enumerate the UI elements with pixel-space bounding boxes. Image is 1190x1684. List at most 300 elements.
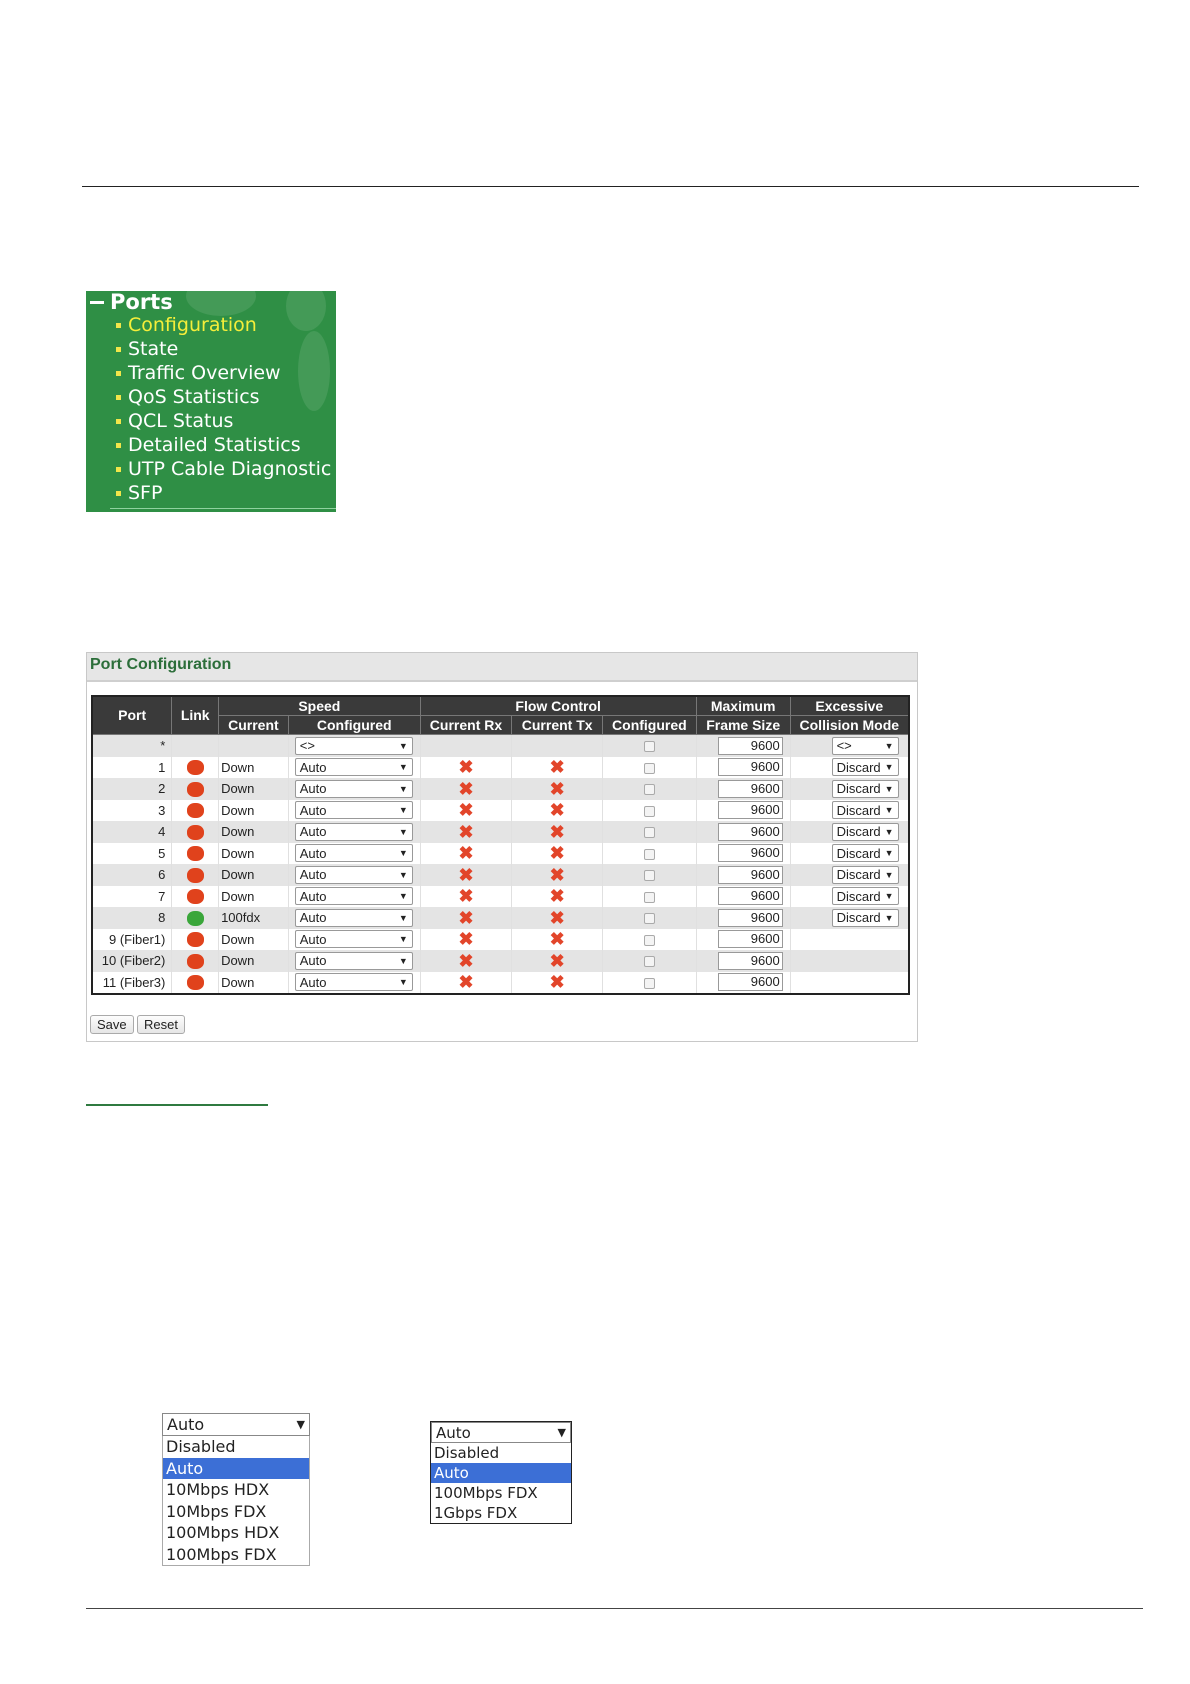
port-cell: 10 (Fiber2) (92, 950, 172, 972)
copper-speed-dropdown[interactable] (162, 1413, 310, 1566)
menu-item-label: UTP Cable Diagnostic (128, 458, 332, 480)
flow-control-checkbox[interactable] (644, 892, 655, 903)
port-cell: 6 (92, 864, 172, 886)
dropdown-arrow-icon: ▼ (398, 955, 408, 966)
collision-all-select[interactable] (832, 737, 899, 755)
link-down-icon (187, 954, 204, 969)
collision-cell (790, 886, 909, 908)
collision-cell (790, 757, 909, 779)
flow-off-x-icon: ✖ (458, 886, 474, 907)
fc-cell (603, 950, 697, 972)
frame-size-input[interactable]: 9600 (718, 909, 783, 927)
panel-header (87, 653, 917, 682)
collision-mode-select[interactable] (832, 909, 899, 927)
select-value: Auto (299, 974, 327, 990)
menu-item-label: State (128, 338, 179, 360)
collision-cell (790, 950, 909, 972)
frame-cell (696, 778, 790, 800)
menu-item-label: QCL Status (128, 410, 234, 432)
port-cell: * (92, 735, 172, 757)
speed-cell (288, 735, 420, 757)
port-cell: 2 (92, 778, 172, 800)
flow-off-x-icon: ✖ (458, 929, 474, 950)
header-fc-configured: Configured (603, 716, 697, 735)
dropdown-option[interactable]: 10Mbps HDX (166, 1480, 270, 1499)
header-flow-control: Flow Control (420, 696, 696, 716)
collision-cell (790, 735, 909, 757)
frame-size-input[interactable]: 9600 (718, 930, 783, 948)
tx-cell (512, 735, 603, 757)
fc-cell (603, 778, 697, 800)
frame-cell (696, 843, 790, 865)
frame-size-input[interactable]: 9600 (718, 844, 783, 862)
fc-cell (603, 972, 697, 995)
table-row (92, 864, 909, 886)
frame-size-input[interactable]: 9600 (718, 823, 783, 841)
speed-select[interactable] (295, 866, 413, 884)
tx-cell (512, 821, 603, 843)
frame-cell (696, 800, 790, 822)
current-speed-cell: Down (219, 972, 289, 995)
select-value: Discard (836, 888, 881, 904)
collision-mode-select[interactable] (832, 780, 899, 798)
current-speed-cell: Down (219, 864, 289, 886)
header-current-tx: Current Tx (512, 716, 603, 735)
table-row (92, 821, 909, 843)
flow-control-checkbox[interactable] (644, 763, 655, 774)
header-port: Port (92, 696, 172, 735)
table-row (92, 886, 909, 908)
flow-off-x-icon: ✖ (549, 757, 565, 778)
collision-cell (790, 907, 909, 929)
speed-select[interactable] (295, 780, 413, 798)
ports-menu-header[interactable] (90, 291, 173, 313)
ports-menu-list (116, 313, 331, 505)
dropdown-option[interactable]: 100Mbps HDX (166, 1523, 280, 1542)
select-value: Discard (836, 781, 881, 797)
link-down-icon (187, 846, 204, 861)
port-cell: 9 (Fiber1) (92, 929, 172, 951)
table-row (92, 757, 909, 779)
dropdown-head[interactable] (162, 1413, 310, 1436)
menu-item-sfp[interactable] (116, 481, 331, 505)
menu-item-traffic-overview[interactable] (116, 361, 331, 385)
flow-off-x-icon: ✖ (549, 800, 565, 821)
flow-off-x-icon: ✖ (549, 886, 565, 907)
link-down-icon (187, 868, 204, 883)
dropdown-arrow-icon: ▼ (398, 891, 408, 902)
fc-cell (603, 864, 697, 886)
select-value: Auto (299, 802, 327, 818)
port-config-table (91, 695, 910, 995)
flow-off-x-icon: ✖ (458, 950, 474, 971)
dropdown-arrow-icon: ▼ (296, 1418, 305, 1431)
fc-cell (603, 886, 697, 908)
dropdown-option[interactable]: 10Mbps FDX (166, 1501, 267, 1521)
flow-off-x-icon: ✖ (458, 843, 474, 864)
link-down-icon (187, 782, 204, 797)
speed-cell (288, 821, 420, 843)
menu-item-configuration[interactable] (116, 313, 331, 337)
speed-select[interactable] (295, 930, 413, 948)
fc-cell (603, 929, 697, 951)
select-value: Auto (299, 845, 327, 861)
select-value: <> (299, 738, 315, 754)
speed-select[interactable] (295, 973, 413, 991)
frame-cell (696, 907, 790, 929)
save-button[interactable]: Save (90, 1015, 134, 1034)
bullet-icon (116, 371, 121, 376)
fc-cell (603, 800, 697, 822)
collision-cell (790, 800, 909, 822)
menu-item-label: SFP (128, 482, 163, 504)
fc-cell (603, 843, 697, 865)
fc-cell (603, 821, 697, 843)
speed-cell (288, 886, 420, 908)
flow-off-x-icon: ✖ (458, 864, 474, 885)
frame-size-input[interactable]: 9600 (718, 758, 783, 776)
speed-select[interactable] (295, 823, 413, 841)
rx-cell (420, 929, 512, 951)
dropdown-option[interactable]: Disabled (166, 1437, 236, 1456)
collision-cell (790, 929, 909, 951)
header-link: Link (172, 696, 219, 735)
flow-off-x-icon: ✖ (458, 800, 474, 821)
select-value: Auto (299, 953, 327, 969)
flow-control-checkbox[interactable] (644, 870, 655, 881)
flow-off-x-icon: ✖ (458, 972, 474, 993)
fc-cell (603, 907, 697, 929)
bullet-icon (116, 395, 121, 400)
tx-cell (512, 972, 603, 995)
speed-cell (288, 864, 420, 886)
rx-cell (420, 800, 512, 822)
current-speed-cell: Down (219, 800, 289, 822)
panel-title: Port Configuration (90, 656, 232, 673)
speed-cell (288, 843, 420, 865)
bullet-icon (116, 443, 121, 448)
tx-cell (512, 778, 603, 800)
bullet-icon (116, 347, 121, 352)
dropdown-arrow-icon: ▼ (557, 1426, 566, 1439)
flow-off-x-icon: ✖ (458, 757, 474, 778)
dropdown-option[interactable]: Disabled (434, 1444, 500, 1462)
frame-size-input[interactable]: 9600 (718, 866, 783, 884)
frame-size-all-input[interactable]: 9600 (718, 737, 783, 755)
flow-off-x-icon: ✖ (549, 972, 565, 993)
dropdown-arrow-icon: ▼ (398, 783, 408, 794)
link-cell (172, 907, 219, 929)
port-config-rows (92, 735, 909, 995)
dropdown-arrow-icon: ▼ (884, 762, 894, 773)
select-value: Discard (836, 910, 881, 926)
dropdown-selected: Auto (436, 1423, 471, 1442)
link-down-icon (187, 825, 204, 840)
current-speed-cell: Down (219, 757, 289, 779)
flow-off-x-icon: ✖ (549, 821, 565, 842)
flow-off-x-icon: ✖ (549, 843, 565, 864)
rx-cell (420, 950, 512, 972)
dropdown-selected: Auto (167, 1415, 205, 1434)
rx-cell (420, 778, 512, 800)
rx-cell (420, 821, 512, 843)
tx-cell (512, 950, 603, 972)
current-speed-cell: Down (219, 778, 289, 800)
bottom-divider (86, 1608, 1143, 1609)
collision-mode-select[interactable] (832, 823, 899, 841)
table-row (92, 843, 909, 865)
flow-off-x-icon: ✖ (458, 821, 474, 842)
header-max-frame: Maximum (696, 696, 790, 716)
table-row-all (92, 735, 909, 757)
speed-cell (288, 907, 420, 929)
header-speed-current: Current (219, 716, 289, 735)
frame-size-input[interactable]: 9600 (718, 780, 783, 798)
collision-cell (790, 843, 909, 865)
tx-cell (512, 886, 603, 908)
menu-item-utp-cable-diagnostic[interactable] (116, 457, 331, 481)
flow-control-all-checkbox[interactable] (644, 741, 655, 752)
menu-item-qcl-status[interactable] (116, 409, 331, 433)
table-row (92, 907, 909, 929)
link-down-icon (187, 975, 204, 990)
select-value: <> (836, 738, 852, 754)
bullet-icon (116, 323, 121, 328)
bullet-icon (116, 491, 121, 496)
frame-cell (696, 864, 790, 886)
dropdown-option[interactable]: 1Gbps FDX (434, 1504, 518, 1522)
collision-cell (790, 821, 909, 843)
dropdown-arrow-icon: ▼ (398, 934, 408, 945)
tx-cell (512, 929, 603, 951)
dropdown-arrow-icon: ▼ (884, 891, 894, 902)
menu-item-label: Traffic Overview (128, 362, 281, 384)
dropdown-head[interactable] (431, 1422, 571, 1443)
flow-off-x-icon: ✖ (549, 950, 565, 971)
frame-size-input[interactable]: 9600 (718, 952, 783, 970)
dropdown-options (431, 1443, 571, 1523)
select-value: Discard (836, 759, 881, 775)
speed-select[interactable] (295, 844, 413, 862)
flow-off-x-icon: ✖ (549, 864, 565, 885)
frame-cell (696, 886, 790, 908)
frame-cell (696, 735, 790, 757)
table-row (92, 950, 909, 972)
flow-control-checkbox[interactable] (644, 806, 655, 817)
link-cell (172, 864, 219, 886)
flow-control-checkbox[interactable] (644, 956, 655, 967)
select-value: Auto (299, 781, 327, 797)
port-cell: 5 (92, 843, 172, 865)
link-cell (172, 972, 219, 995)
current-speed-cell: 100fdx (219, 907, 289, 929)
speed-cell (288, 929, 420, 951)
current-speed-cell: Down (219, 886, 289, 908)
collision-mode-select[interactable] (832, 887, 899, 905)
select-value: Auto (299, 867, 327, 883)
current-speed-cell: Down (219, 843, 289, 865)
link-cell (172, 757, 219, 779)
fiber-speed-dropdown[interactable] (430, 1421, 572, 1524)
flow-control-checkbox[interactable] (644, 978, 655, 989)
menu-item-qos-statistics[interactable] (116, 385, 331, 409)
flow-control-checkbox[interactable] (644, 784, 655, 795)
dropdown-arrow-icon: ▼ (884, 805, 894, 816)
collision-cell (790, 972, 909, 995)
speed-select[interactable] (295, 801, 413, 819)
table-row (92, 929, 909, 951)
dropdown-arrow-icon: ▼ (398, 869, 408, 880)
dropdown-options (162, 1436, 310, 1566)
speed-select[interactable] (295, 952, 413, 970)
table-row (92, 800, 909, 822)
frame-cell (696, 950, 790, 972)
collision-mode-select[interactable] (832, 758, 899, 776)
link-cell (172, 929, 219, 951)
link-up-icon (187, 911, 204, 926)
flow-off-x-icon: ✖ (458, 907, 474, 928)
table-row (92, 778, 909, 800)
dropdown-arrow-icon: ▼ (884, 912, 894, 923)
speed-cell (288, 778, 420, 800)
dropdown-arrow-icon: ▼ (398, 762, 408, 773)
flow-off-x-icon: ✖ (549, 929, 565, 950)
header-speed-configured: Configured (288, 716, 420, 735)
select-value: Auto (299, 910, 327, 926)
flow-control-checkbox[interactable] (644, 849, 655, 860)
current-speed-cell: Down (219, 950, 289, 972)
tx-cell (512, 843, 603, 865)
menu-item-state[interactable] (116, 337, 331, 361)
speed-select[interactable] (295, 887, 413, 905)
speed-cell (288, 757, 420, 779)
dropdown-option[interactable]: 100Mbps FDX (166, 1544, 277, 1564)
link-down-icon (187, 932, 204, 947)
select-value: Auto (299, 888, 327, 904)
header-collision-mode: Collision Mode (790, 716, 909, 735)
speed-select[interactable] (295, 909, 413, 927)
dropdown-arrow-icon: ▼ (884, 869, 894, 880)
collision-mode-select[interactable] (832, 844, 899, 862)
flow-control-checkbox[interactable] (644, 935, 655, 946)
menu-item-label: QoS Statistics (128, 386, 260, 408)
header-speed: Speed (219, 696, 421, 716)
rx-cell (420, 972, 512, 995)
menu-item-label: Detailed Statistics (128, 434, 301, 456)
speed-select[interactable] (295, 758, 413, 776)
port-cell: 7 (92, 886, 172, 908)
menu-divider (110, 508, 336, 509)
speed-all-select[interactable] (295, 737, 413, 755)
flow-off-x-icon: ✖ (458, 778, 474, 799)
dropdown-option[interactable]: Auto (163, 1458, 309, 1480)
current-speed-cell: Down (219, 821, 289, 843)
tx-cell (512, 907, 603, 929)
frame-size-input[interactable]: 9600 (718, 887, 783, 905)
link-down-icon (187, 760, 204, 775)
link-underline (86, 1104, 268, 1106)
dropdown-option[interactable]: Auto (431, 1463, 571, 1483)
tx-cell (512, 757, 603, 779)
rx-cell (420, 864, 512, 886)
ports-menu-title: Ports (110, 291, 173, 314)
header-current-rx: Current Rx (420, 716, 512, 735)
reset-button[interactable]: Reset (137, 1015, 185, 1034)
select-value: Discard (836, 824, 881, 840)
frame-size-input[interactable]: 9600 (718, 973, 783, 991)
current-speed-cell: Down (219, 929, 289, 951)
port-configuration-panel (86, 652, 918, 1042)
frame-size-input[interactable]: 9600 (718, 801, 783, 819)
dropdown-arrow-icon: ▼ (884, 740, 894, 751)
port-cell: 11 (Fiber3) (92, 972, 172, 995)
rx-cell (420, 735, 512, 757)
port-cell: 3 (92, 800, 172, 822)
select-value: Auto (299, 759, 327, 775)
speed-cell (288, 972, 420, 995)
table-row (92, 972, 909, 995)
link-down-icon (187, 889, 204, 904)
menu-item-detailed-statistics[interactable] (116, 433, 331, 457)
dropdown-arrow-icon: ▼ (884, 826, 894, 837)
port-cell: 8 (92, 907, 172, 929)
current-cell (219, 735, 289, 757)
link-down-icon (187, 803, 204, 818)
dropdown-arrow-icon: ▼ (398, 912, 408, 923)
rx-cell (420, 907, 512, 929)
frame-cell (696, 821, 790, 843)
flow-control-checkbox[interactable] (644, 913, 655, 924)
collision-cell (790, 864, 909, 886)
flow-off-x-icon: ✖ (549, 907, 565, 928)
select-value: Discard (836, 867, 881, 883)
dropdown-arrow-icon: ▼ (398, 848, 408, 859)
dropdown-arrow-icon: ▼ (398, 826, 408, 837)
bullet-icon (116, 467, 121, 472)
frame-cell (696, 972, 790, 995)
dropdown-arrow-icon: ▼ (398, 740, 408, 751)
rx-cell (420, 886, 512, 908)
collapse-minus-icon (90, 301, 104, 304)
dropdown-option[interactable]: 100Mbps FDX (434, 1484, 538, 1502)
select-value: Discard (836, 845, 881, 861)
link-cell (172, 950, 219, 972)
frame-cell (696, 929, 790, 951)
port-cell: 4 (92, 821, 172, 843)
select-value: Auto (299, 824, 327, 840)
link-cell (172, 821, 219, 843)
link-cell (172, 886, 219, 908)
speed-cell (288, 800, 420, 822)
collision-mode-select[interactable] (832, 866, 899, 884)
port-cell: 1 (92, 757, 172, 779)
tx-cell (512, 864, 603, 886)
header-excessive: Excessive (790, 696, 909, 716)
top-divider (82, 186, 1139, 187)
bullet-icon (116, 419, 121, 424)
link-cell (172, 800, 219, 822)
rx-cell (420, 757, 512, 779)
flow-control-checkbox[interactable] (644, 827, 655, 838)
link-cell (172, 735, 219, 757)
select-value: Discard (836, 802, 881, 818)
fc-cell (603, 757, 697, 779)
header-frame-size: Frame Size (696, 716, 790, 735)
menu-item-label: Configuration (128, 314, 257, 336)
ports-menu (86, 291, 336, 512)
dropdown-arrow-icon: ▼ (398, 805, 408, 816)
collision-mode-select[interactable] (832, 801, 899, 819)
